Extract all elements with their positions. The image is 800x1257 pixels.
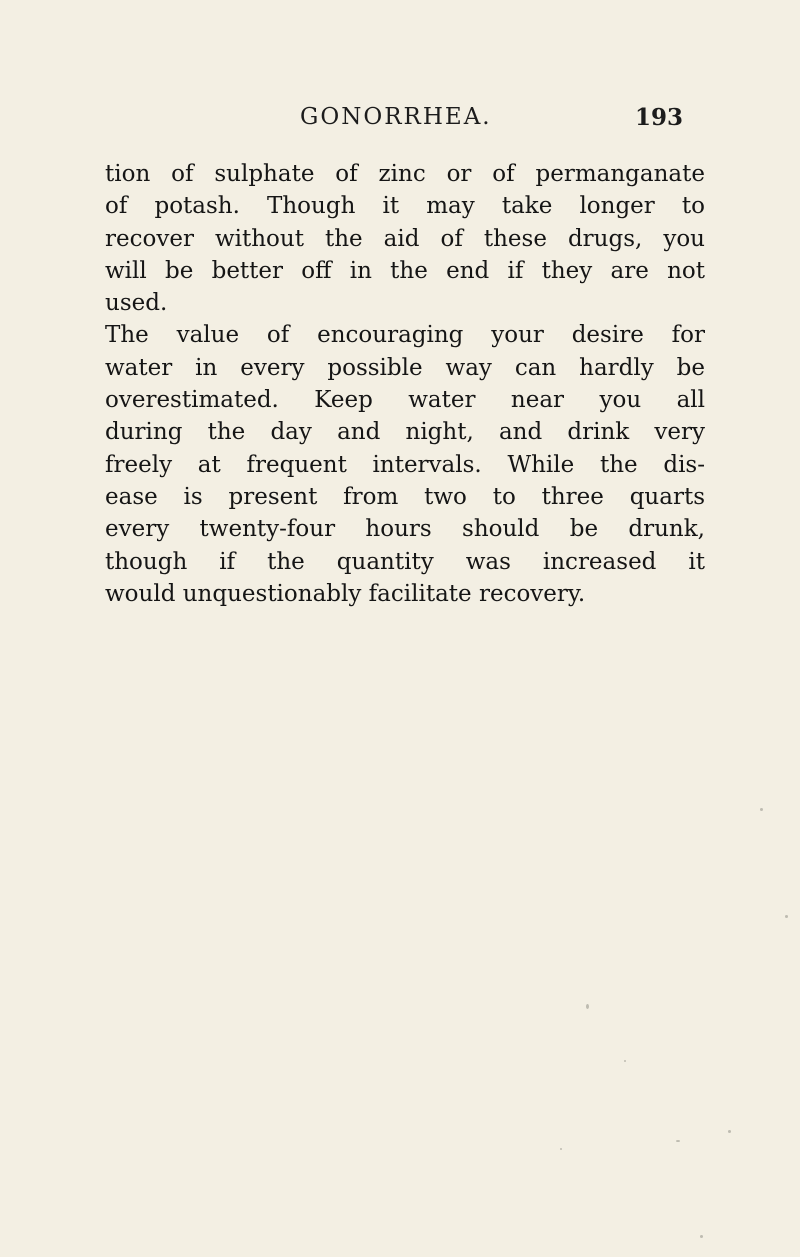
text-line: tion of sulphate of zinc or of permanganate [105,161,705,187]
paper-speck [624,1060,626,1062]
text-line: water in every possible way can hardly be [105,354,705,381]
paper-speck [560,1148,562,1150]
text-line: freely at frequent intervals. While the dis- [105,451,705,478]
paper-speck [760,808,763,811]
paper-speck [586,1004,589,1009]
text-line: will be better off in the end if they are not [105,257,705,284]
text-line: overestimated. Keep water near you all [105,387,705,414]
text-line: The value of encouraging your desire for [105,322,705,349]
paper-speck [700,1235,703,1238]
text-line: though if the quantity was increased it [105,548,705,575]
paper-speck [676,1140,680,1142]
body-text [105,158,705,610]
text-line: during the day and night, and drink very [105,419,705,446]
text-line: every twenty-four hours should be drunk, [105,516,705,543]
paper-speck [728,1130,731,1133]
text-line: ease is present from two to three quarts [105,483,705,510]
text-line: recover without the aid of these drugs, you [105,225,705,252]
running-head [0,104,800,140]
text-line: would unquestionably facilitate recovery. [105,580,586,607]
running-title: GONORRHEA. [300,104,492,130]
page-number: 193 [635,104,684,131]
paper-speck [785,915,788,918]
text-line: of potash. Though it may take longer to [105,193,705,220]
text-line: used. [105,290,168,317]
